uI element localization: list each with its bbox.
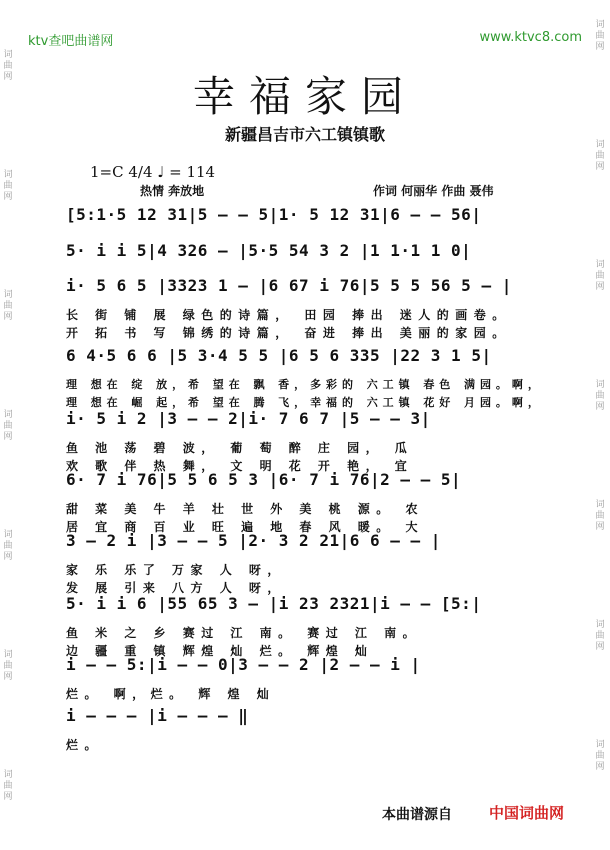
lyric-text: 理 想在 绽 放，希 望在 飘 香，多彩的 六工镇 春色 满园。啊， — [66, 378, 544, 391]
watermark-text: 词曲网 — [3, 290, 13, 322]
lyric-line — [66, 685, 546, 701]
watermark-text: 词曲网 — [595, 500, 605, 532]
lyric-line — [66, 376, 546, 392]
key-signature: 1=C 4/4 ♩ = 114 — [90, 163, 216, 181]
lyric-text: 居 宜 商 百 业 旺 遍 地 春 风 暖。 大 — [66, 520, 424, 534]
lyric-text: 欢 歌 伴 热 舞， 文 明 花 开 艳， 宜 — [66, 459, 414, 473]
site-name-link[interactable]: ktv查吧曲谱网 — [28, 34, 114, 49]
notation-row — [66, 470, 546, 494]
lyric-line — [66, 394, 546, 410]
watermark-text: 词曲网 — [595, 20, 605, 52]
lyric-text: 鱼 池 荡 碧 波， 葡 萄 醉 庄 园， 瓜 — [66, 441, 414, 455]
watermark-text: 词曲网 — [3, 50, 13, 82]
watermark-text: 词曲网 — [595, 260, 605, 292]
lyric-line — [66, 324, 546, 340]
notation-line: 5· i i 6 |55 65 3 — |i 23 2321|i — — [5:| — [66, 594, 482, 613]
song-title: 幸福家园 — [192, 72, 417, 121]
watermark-text: 词曲网 — [3, 770, 13, 802]
lyric-line — [66, 579, 546, 595]
notation-line: i· 5 i 2 |3 — — 2|i· 7 6 7 |5 — — 3| — [66, 409, 431, 428]
notation-line: i· 5 6 5 |3323 1 — |6 67 i 76|5 5 5 56 5 — | — [66, 276, 512, 295]
watermark-text: 词曲网 — [3, 650, 13, 682]
source-label: 本曲谱源自 — [382, 807, 452, 823]
lyric-line — [66, 500, 546, 516]
lyric-line — [66, 561, 546, 577]
lyric-text: 长 街 铺 展 绿色的诗篇， 田园 捧出 迷人的画卷。 — [66, 308, 511, 322]
lyric-text: 甜 菜 美 牛 羊 壮 世 外 美 桃 源。 农 — [66, 502, 424, 516]
lyric-line — [66, 624, 546, 640]
lyric-text: 鱼 米 之 乡 赛过 江 南。 赛过 江 南。 — [66, 626, 422, 640]
lyric-line — [66, 736, 546, 752]
watermark-text: 词曲网 — [595, 740, 605, 772]
song-subtitle: 新疆昌吉市六工镇镇歌 — [224, 125, 385, 144]
notation-line: 5· i i 5|4 326 — |5·5 54 3 2 |1 1·1 1 0| — [66, 241, 472, 260]
watermark-text: 词曲网 — [3, 530, 13, 562]
notation-row — [66, 531, 546, 555]
tempo-marking: 热情 奔放地 — [140, 184, 205, 198]
song-credits: 作词 何丽华 作曲 聂伟 — [373, 184, 494, 198]
watermark-text: 词曲网 — [595, 140, 605, 172]
notation-line: 6· 7 i 76|5 5 6 5 3 |6· 7 i 76|2 — — 5| — [66, 470, 462, 489]
watermark-text: 词曲网 — [3, 170, 13, 202]
lyric-text: 烂。 啊，烂。 辉 煌 灿 — [66, 687, 276, 701]
lyric-text: 烂。 — [66, 738, 104, 752]
watermark-text: 词曲网 — [595, 620, 605, 652]
notation-row — [66, 346, 546, 370]
lyric-text: 理 想在 崛 起，希 望在 腾 飞，幸福的 六工镇 花好 月园。啊， — [66, 396, 544, 409]
site-url-link[interactable]: www.ktvc8.com — [479, 30, 582, 45]
watermark-text: 词曲网 — [3, 410, 13, 442]
notation-row — [66, 276, 546, 300]
notation-row — [66, 655, 546, 679]
source-site-link[interactable]: 中国词曲网 — [489, 804, 565, 822]
lyric-text: 发 展 引来 八方 人 呀， — [66, 581, 286, 595]
notation-row — [66, 594, 546, 618]
lyric-text: 开 拓 书 写 锦绣的诗篇， 奋进 捧出 美丽的家园。 — [66, 326, 511, 340]
watermark-text: 词曲网 — [595, 380, 605, 412]
notation-line: 6 4·5 6 6 |5 3·4 5 5 |6 5 6 335 |22 3 1 5| — [66, 346, 492, 365]
notation-line: i — — — |i — — — ‖ — [66, 706, 249, 725]
notation-row — [66, 205, 546, 229]
lyric-line — [66, 306, 546, 322]
lyric-text: 家 乐 乐了 万家 人 呀， — [66, 563, 286, 577]
lyric-line — [66, 439, 546, 455]
notation-row — [66, 706, 546, 730]
lyric-text: 边 疆 重 镇 辉煌 灿 烂。 辉煌 灿 — [66, 644, 374, 658]
notation-row — [66, 409, 546, 433]
notation-line: [5:1·5 12 31|5 — — 5|1· 5 12 31|6 — — 56| — [66, 205, 482, 224]
notation-row — [66, 241, 546, 265]
notation-line: i — — 5:|i — — 0|3 — — 2 |2 — — i | — [66, 655, 421, 674]
notation-line: 3 — 2 i |3 — — 5 |2· 3 2 21|6 6 — — | — [66, 531, 441, 550]
